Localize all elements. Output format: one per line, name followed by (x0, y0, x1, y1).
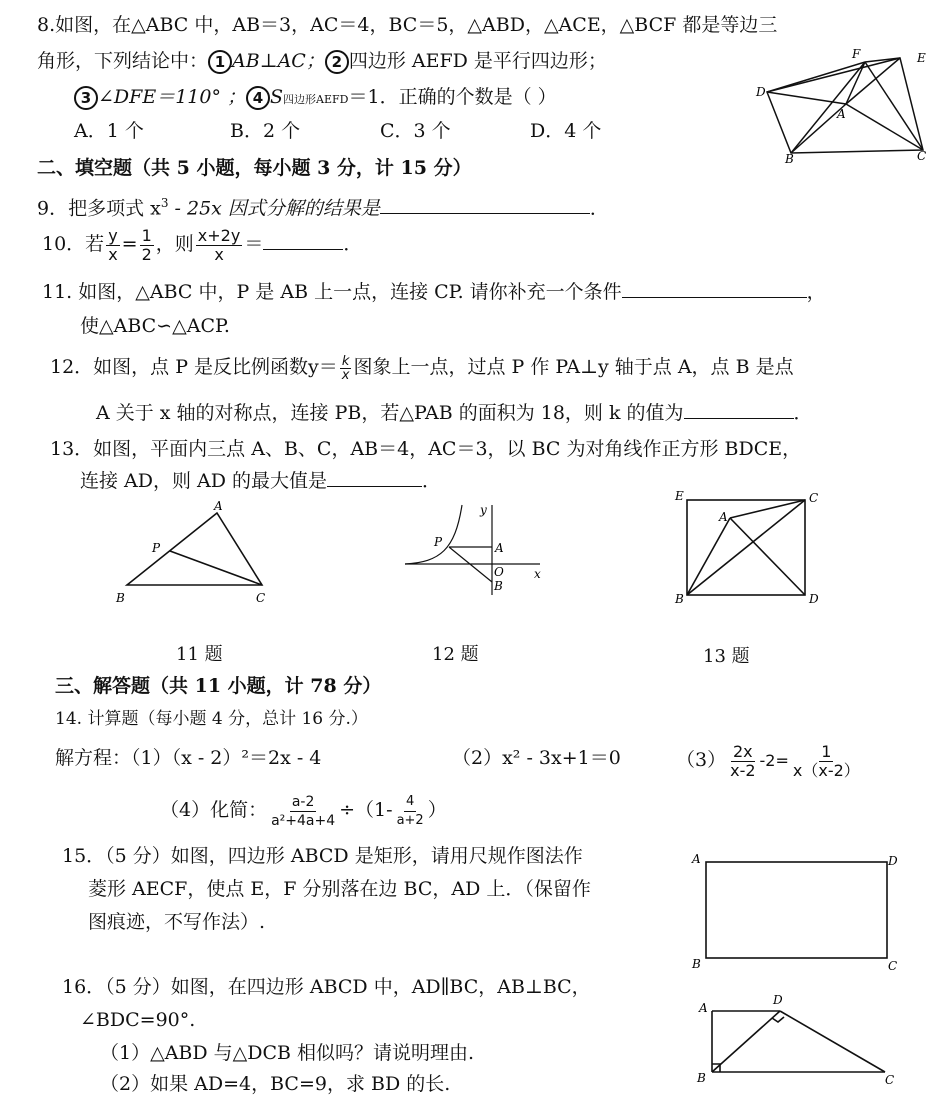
q13-answer-blank[interactable] (327, 468, 422, 487)
fig12-label-p: P (434, 535, 443, 549)
fig11-label-c: C (256, 591, 266, 605)
q15-line3: 图痕迹，不写作法）. (88, 911, 266, 933)
q8-line2: 角形，下列结论中： 1 AB⊥AC； 2 四边形 AEFD 是平行四边形； (37, 50, 607, 72)
q14-part2: （2）x² - 3x+1＝0 (452, 747, 621, 769)
q9-answer-blank[interactable] (380, 195, 590, 214)
fig11 (110, 500, 280, 610)
q15-line2: 菱形 AECF，使点 E，F 分别落在边 BC，AD 上．（保留作 (88, 878, 591, 900)
fig12-label-x: x (534, 567, 541, 581)
q16-label-a: A (699, 1001, 708, 1015)
caption-12: 12 题 (432, 644, 479, 665)
q13-line2: 连接 AD，则 AD 的最大值是 ． (80, 470, 442, 492)
q12-line1: 12．如图，点 P 是反比例函数y＝ $\frac{k}{x}$ 图象上一点，过点 P 作 PA⊥y 轴于点 A，点 B 是点 (50, 353, 794, 383)
caption-13: 13 题 (703, 646, 750, 667)
circled-3: 3 (74, 86, 98, 110)
q16-line3: （1）△ABD 与△DCB 相似吗？请说明理由. (100, 1042, 475, 1064)
section-3-heading: 三、解答题（共 11 小题，计 78 分） (55, 675, 382, 697)
q16-line1: 16．（5 分）如图，在四边形 ABCD 中，AD∥BC，AB⊥BC， (62, 976, 591, 998)
fig13-label-a: A (719, 510, 728, 524)
q8-option-b: B．2 个 (230, 120, 301, 142)
fig12-label-a: A (495, 541, 504, 555)
q16-label-d: D (773, 993, 783, 1007)
q16-figure (695, 990, 905, 1095)
q8-label-c: C (917, 149, 927, 163)
fig11-label-b: B (116, 591, 125, 605)
q8-option-a: A．1 个 (74, 120, 144, 142)
q16-label-c: C (885, 1073, 895, 1087)
q8-label-d: D (756, 85, 766, 99)
q15-label-a: A (692, 852, 701, 866)
q14-part1: 解方程：（1）（x - 2）²＝2x - 4 (55, 747, 322, 769)
q8-label-f: F (852, 47, 861, 61)
circled-4: 4 (246, 86, 270, 110)
fig11-label-p: P (152, 541, 161, 555)
q9: 9．把多项式 $x^3 - 25x$ 因式分解的结果是 ． (37, 196, 609, 220)
fig12-label-y: y (480, 503, 487, 517)
q11-answer-blank[interactable] (622, 279, 807, 298)
fig12 (400, 500, 550, 600)
q8-line1: 8.如图，在△ABC 中，AB＝3，AC＝4，BC＝5，△ABD，△ACE，△BCF 都是等边三 (37, 14, 778, 36)
circled-2: 2 (325, 50, 349, 74)
fig12-label-o: O (494, 565, 504, 579)
q15-label-c: C (888, 959, 898, 973)
q12-answer-blank[interactable] (684, 400, 794, 419)
caption-11: 11 题 (176, 644, 223, 665)
circled-1: 1 (208, 50, 232, 74)
q16-line2: ∠BDC=90°. (80, 1009, 196, 1031)
fig13-label-c: C (809, 491, 819, 505)
fig13-label-e: E (675, 489, 684, 503)
fig11-label-a: A (214, 499, 223, 513)
q16-line4: （2）如果 AD=4，BC=9，求 BD 的长. (100, 1073, 451, 1095)
q8-option-d: D．4 个 (530, 120, 602, 142)
q15-figure (690, 850, 905, 975)
q15-label-d: D (888, 854, 898, 868)
q8-option-c: C．3 个 (380, 120, 451, 142)
q15-line1: 15．（5 分）如图，四边形 ABCD 是矩形，请用尺规作图法作 (62, 845, 583, 867)
q15-label-b: B (692, 957, 701, 971)
q8-figure (755, 47, 930, 166)
q8-line3: 3 ∠DFE＝110° ； 4 S四边形AEFD＝1．正确的个数是（ ） (74, 84, 557, 113)
q11-line2: 使△ABC∽△ACP. (80, 315, 230, 337)
fig13-label-b: B (675, 592, 684, 606)
q8-label-e: E (917, 51, 926, 65)
section-2-heading: 二、填空题（共 5 小题，每小题 3 分，计 15 分） (37, 157, 472, 179)
q10: 10．若 $\frac{y}{x}$ = $\frac{1}{2}$ ，则 $\frac{x+2y}{x}$ ＝ ． (42, 225, 363, 264)
q8-label-a: A (837, 107, 846, 121)
q14-part4: （4）化简： $\frac{a-2}{\text{a²+4a+4}}$ ÷（1- $\frac{4}{a+2}$ ） (160, 793, 447, 829)
q13-line1: 13．如图，平面内三点 A、B、C，AB＝4，AC＝3，以 BC 为对角线作正方形 BDCE， (50, 438, 802, 460)
q12-line2: A 关于 x 轴的对称点，连接 PB，若△PAB 的面积为 18，则 k 的值为 ． (96, 402, 813, 424)
q14-part3: （3） $\frac{2x}{x-2}$ -2= $\frac{1}{x(x-2)}$ (676, 741, 860, 780)
fig13 (675, 488, 825, 608)
q14-title: 14. 计算题（每小题 4 分，总计 16 分.） (55, 709, 368, 729)
fig12-label-b: B (494, 579, 503, 593)
q10-answer-blank[interactable] (263, 231, 343, 250)
fig13-label-d: D (809, 592, 819, 606)
q11-line1: 11. 如图，△ABC 中，P 是 AB 上一点，连接 CP. 请你补充一个条件 ， (42, 281, 826, 303)
q16-label-b: B (697, 1071, 706, 1085)
q8-label-b: B (785, 152, 794, 166)
